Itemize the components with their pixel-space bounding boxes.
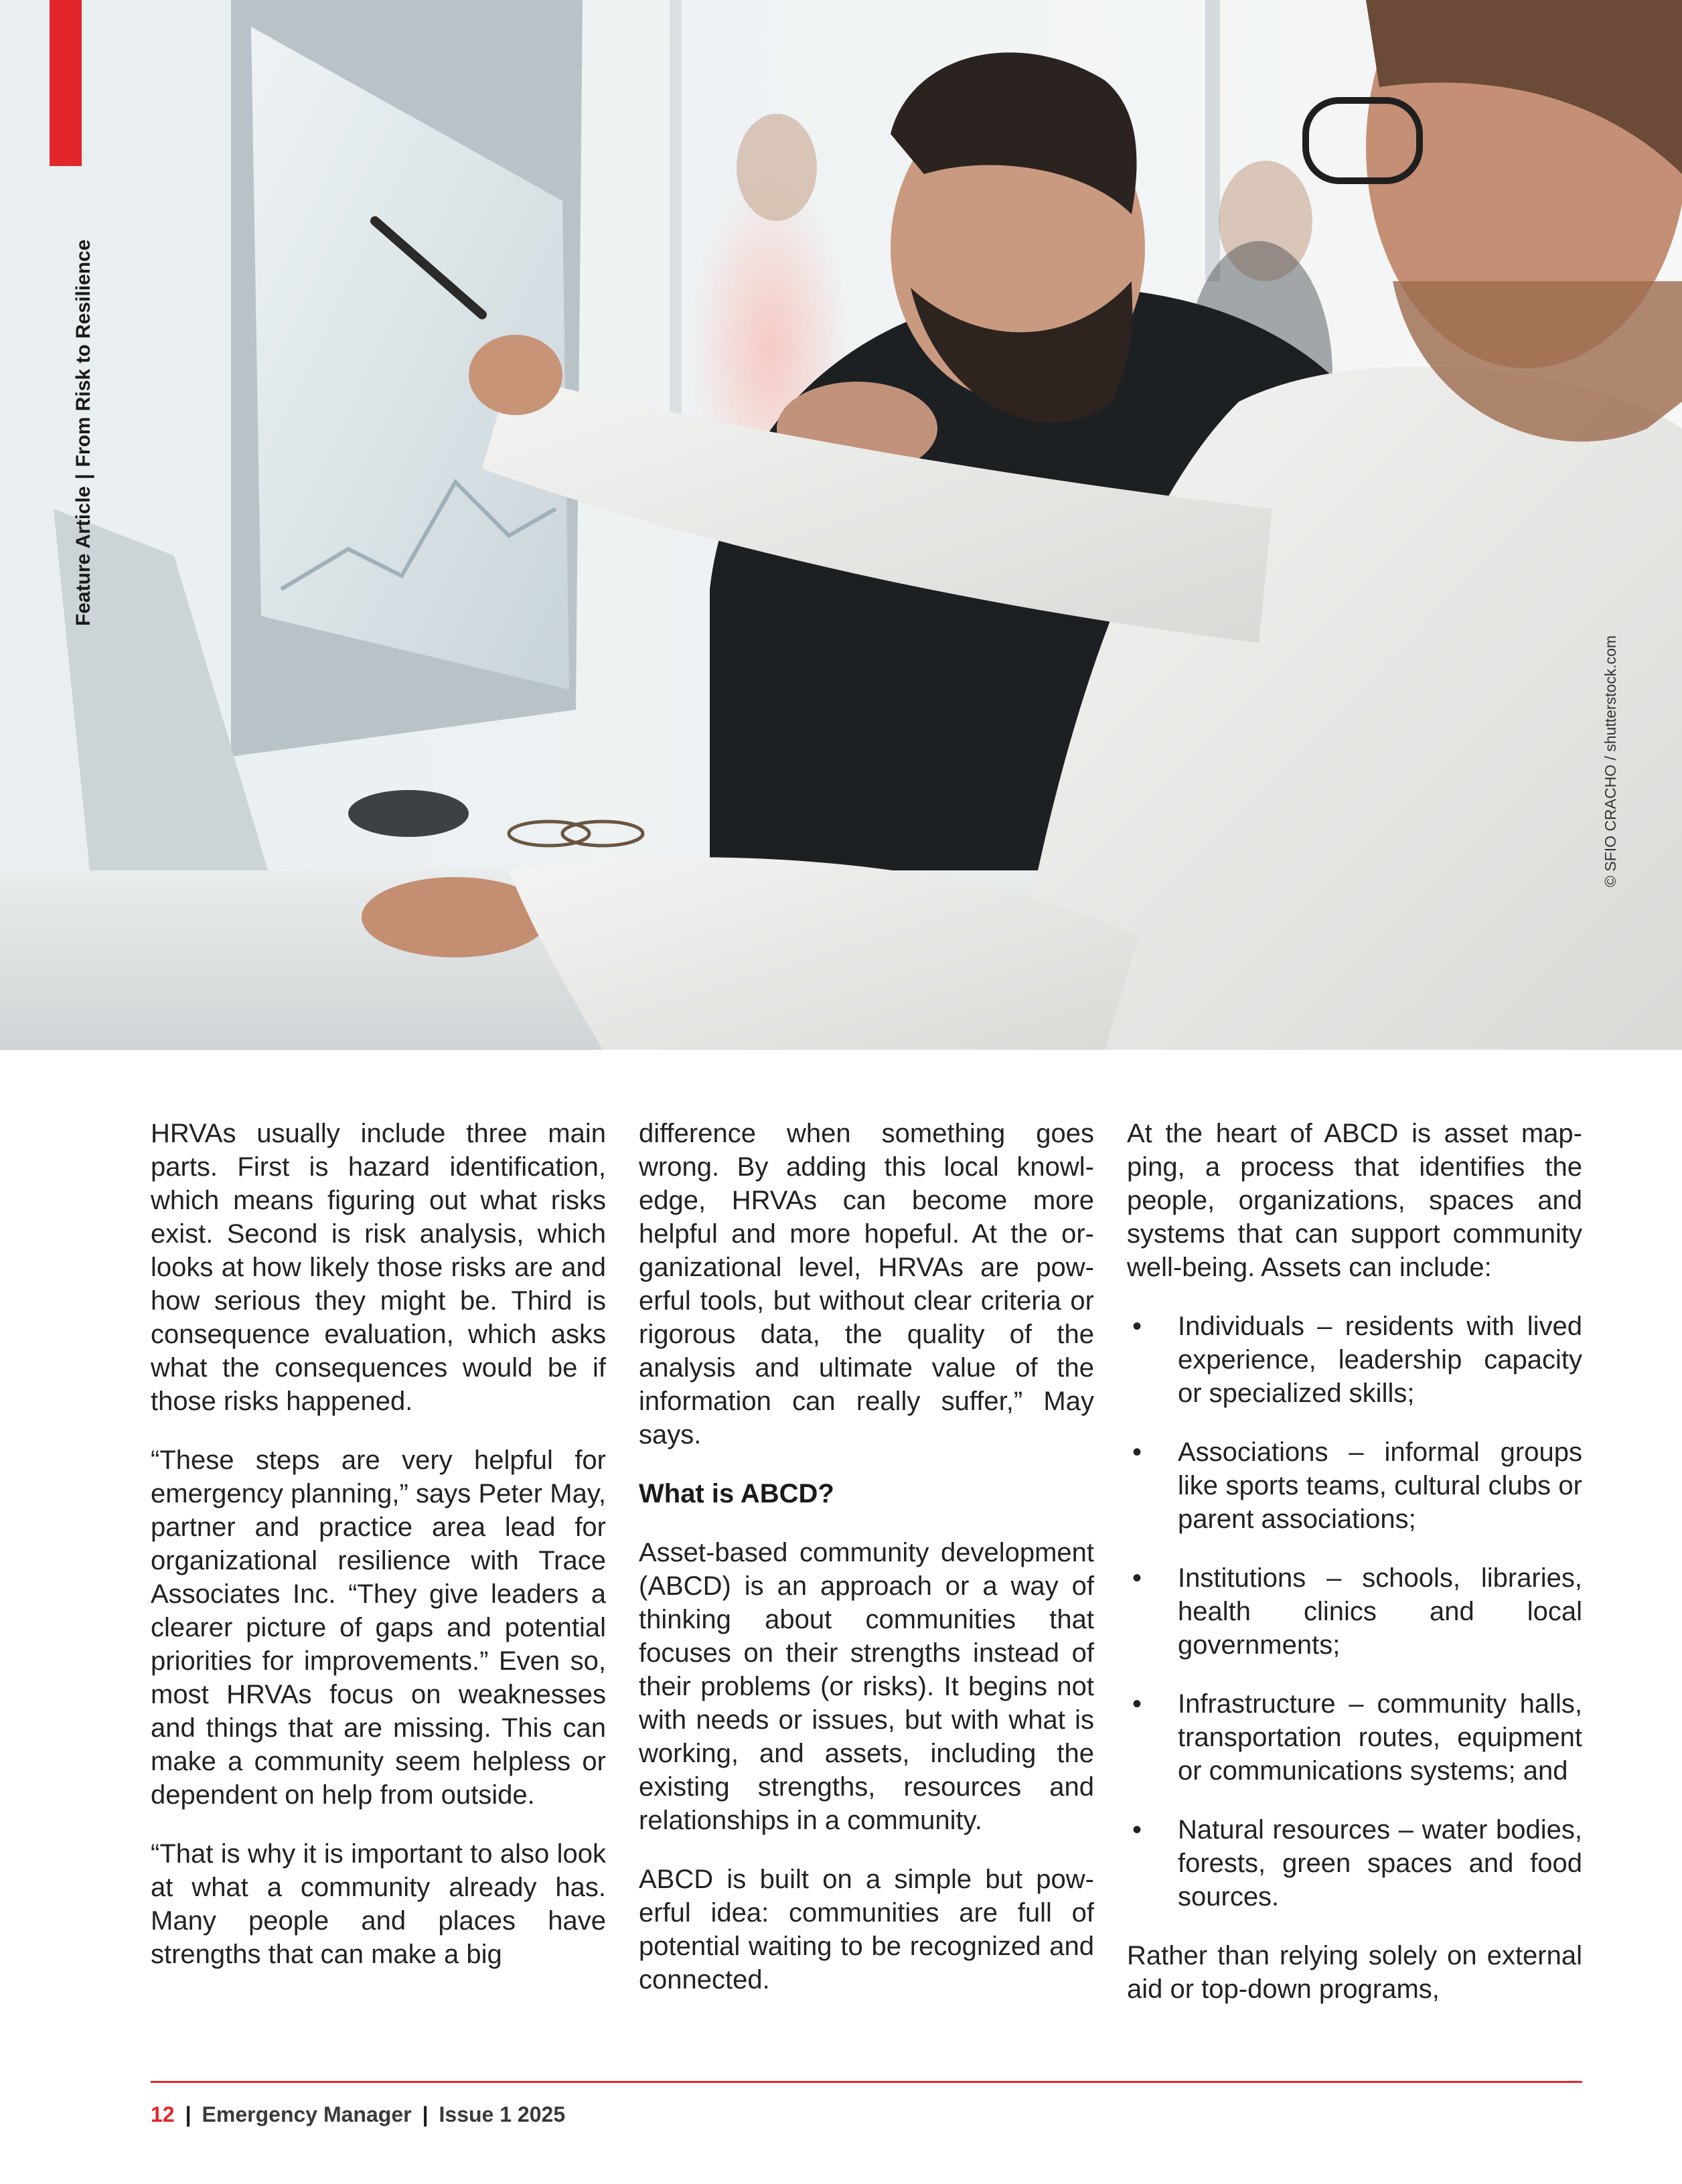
paragraph: Asset-based community development (ABCD) is an approach or a way of thinking about communities that focuses on their strengths instead of their problems (or risks). It begins not with needs or issues, but with what is working, and assets, including the existing strengths, resources and relationships in a community.	[639, 1538, 1094, 1835]
column-2	[639, 1117, 1094, 2022]
list-item	[1127, 1310, 1582, 1410]
bullet-icon: •	[1132, 1437, 1142, 1467]
section-label	[72, 240, 95, 626]
page-number: 12	[151, 2102, 175, 2126]
list-item-text: Natural resources – water bodies, forests, green spaces and food sources.	[1178, 1815, 1582, 1912]
article-title: From Risk to Resilience	[72, 239, 94, 467]
list-item-text: Individuals – residents with lived experience, leadership capacity or specialized skills;	[1178, 1312, 1582, 1408]
photo-credit: © SFIO CRACHO / shutterstock.com	[1602, 635, 1619, 887]
column-3	[1127, 1117, 1582, 2031]
list-item	[1127, 1813, 1582, 1914]
paragraph: “These steps are very helpful for emergency planning,” says Peter May, partner and practice area lead for organizational resilience with Trace Associates Inc. “They give leaders a clearer picture of gaps and potential priorities for improvements.” Even so, most HRVAs focus on weaknesses and things that are missing. This can make a community seem helpless or dependent on help from outside.	[151, 1446, 606, 1810]
list-item-text: Infrastructure – community halls, transportation routes, equipment or communications systems; and	[1178, 1689, 1582, 1786]
paragraph: HRVAs usually include three main parts. First is hazard identification, which means figuring out what risks exist. Second is risk analysis, which looks at how likely those risks are and how serious they might be. Third is consequence evaluation, which asks what the consequences would be if those risks happened.	[151, 1119, 606, 1416]
asset-list	[1127, 1310, 1582, 1914]
footer	[151, 2102, 565, 2127]
section-label-text: Feature Article	[72, 486, 94, 626]
footer-separator: |	[422, 2102, 429, 2126]
office-scene-illustration	[0, 0, 1682, 1050]
paragraph: Rather than relying solely on external aid or top-down programs,	[1127, 1941, 1582, 2004]
bullet-icon: •	[1132, 1312, 1142, 1341]
footer-rule	[151, 2081, 1582, 2083]
column-1	[151, 1117, 606, 1997]
accent-bar	[50, 0, 82, 166]
paragraph: difference when something goes wrong. By adding this local knowledge, HRVAs can become more helpful and more hopeful. At the organizational level, HRVAs are powerful tools, but without clear criteria or rigorous data, the quality of the analysis and ultimate value of the information can really suffer,” May says.	[639, 1119, 1094, 1450]
hero-photo	[0, 0, 1682, 1050]
publication-name: Emergency Manager	[202, 2102, 412, 2126]
section-heading: What is ABCD?	[639, 1479, 834, 1508]
list-item	[1127, 1561, 1582, 1662]
issue-label: Issue 1 2025	[439, 2102, 566, 2126]
bullet-icon: •	[1132, 1563, 1142, 1593]
paragraph: “That is why it is important to also look at what a community already has. Many people and places have strengths that can make a big	[151, 1839, 606, 1969]
bullet-icon: •	[1132, 1689, 1142, 1719]
list-item	[1127, 1435, 1582, 1536]
bullet-icon: •	[1132, 1815, 1142, 1845]
paragraph: ABCD is built on a simple but powerful idea: communities are full of potential waiting to be recognized and connected.	[639, 1865, 1094, 1995]
footer-separator: |	[185, 2102, 192, 2126]
list-item-text: Associations – informal groups like sports teams, cultural clubs or parent associations;	[1178, 1437, 1582, 1534]
paragraph: At the heart of ABCD is asset mapping, a process that identifies the people, organizations, spaces and systems that can support community well-being. Assets can include:	[1127, 1119, 1582, 1282]
list-item-text: Institutions – schools, libraries, health clinics and local governments;	[1178, 1563, 1582, 1660]
section-label-separator: |	[72, 473, 94, 480]
list-item	[1127, 1687, 1582, 1788]
